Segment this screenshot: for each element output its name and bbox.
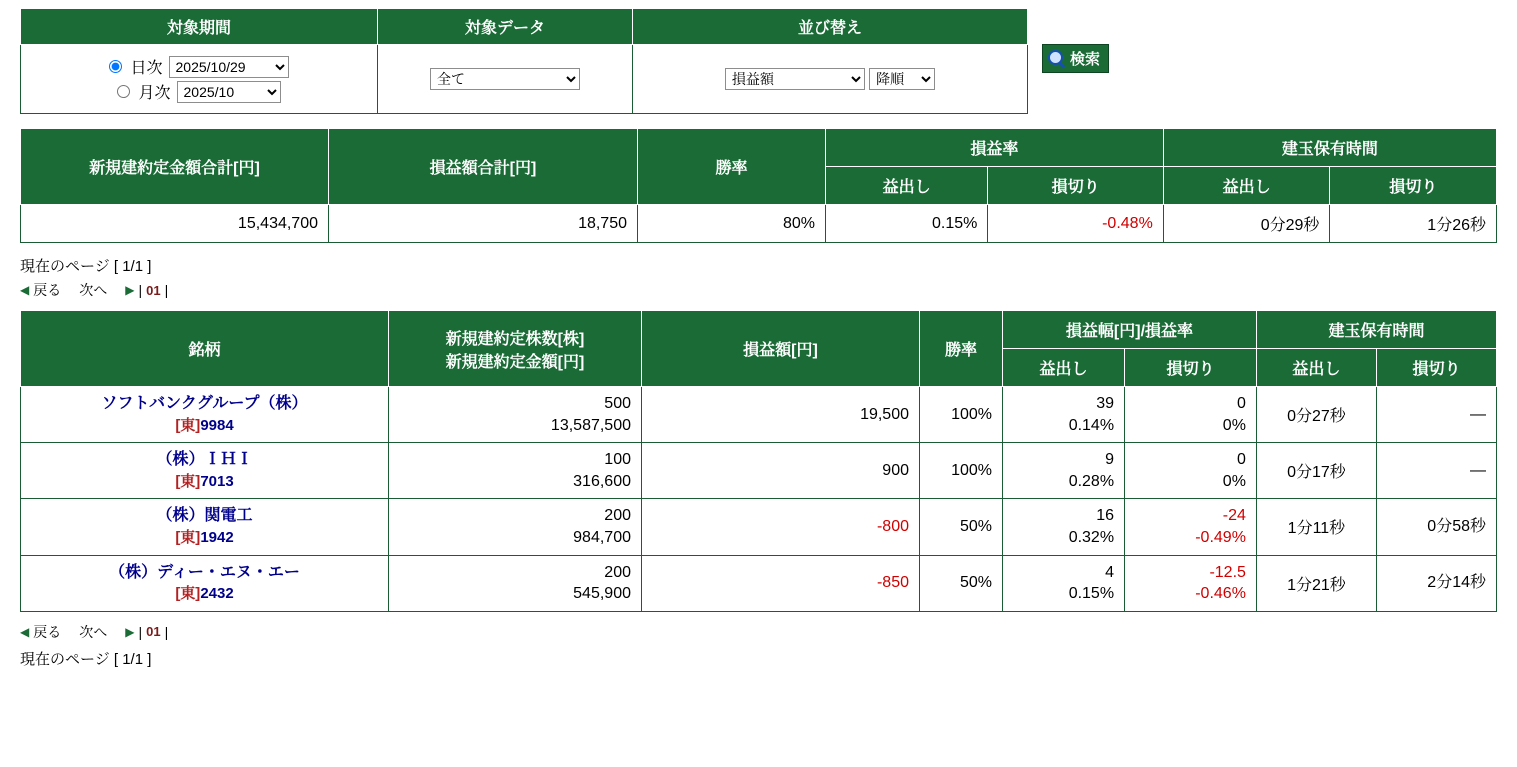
pager-bottom-prev-icon[interactable]: ◀ <box>20 624 30 639</box>
detail-header-loss: 損切り <box>1125 349 1257 387</box>
stock-code: [東]2432 <box>175 585 234 603</box>
row-pnl: 900 <box>642 443 920 499</box>
search-button-wrap <box>1042 44 1109 73</box>
table-row <box>21 443 1497 499</box>
summary-new-amount: 15,434,700 <box>21 205 329 243</box>
detail-header-row-1 <box>21 311 1497 349</box>
detail-header-win-rate: 勝率 <box>920 311 1003 387</box>
stock-name-link[interactable]: （株）ディー・エヌ・エー <box>109 563 300 581</box>
row-win-rate: 50% <box>920 555 1003 611</box>
row-profit-cell <box>1003 555 1125 611</box>
search-button-label: 検索 <box>1070 51 1101 68</box>
summary-value-row <box>21 205 1497 243</box>
row-amount: 13,587,500 <box>550 416 631 434</box>
pager-top-pipe-right: | <box>164 282 169 298</box>
search-icon <box>1047 49 1066 68</box>
row-win-rate: 100% <box>920 387 1003 443</box>
summary-pnl-rate-loss: -0.48% <box>988 205 1163 243</box>
detail-header-hold-time: 建玉保有時間 <box>1256 311 1496 349</box>
pager-top <box>20 280 1497 300</box>
row-name-cell <box>21 387 389 443</box>
pager-bottom <box>20 622 1497 642</box>
summary-header-win-rate: 勝率 <box>638 129 826 205</box>
detail-table <box>20 310 1497 612</box>
row-shares-cell <box>389 555 642 611</box>
pager-bottom-page-number[interactable]: 01 <box>146 624 161 640</box>
row-profit-rate: 0.14% <box>1068 416 1115 434</box>
pager-top-prev-icon[interactable]: ◀ <box>20 283 30 297</box>
pager-top-pipe-left: | <box>138 282 143 298</box>
stock-name-link[interactable]: （株）ＩＨＩ <box>156 451 253 469</box>
pager-bottom-pipe-left: | <box>138 623 143 640</box>
filter-body-row <box>21 45 1028 114</box>
summary-hold-profit: 0分29秒 <box>1163 205 1330 243</box>
row-loss-cell <box>1125 499 1257 555</box>
row-profit-cell <box>1003 443 1125 499</box>
detail-header-pnl: 損益額[円] <box>642 311 920 387</box>
period-monthly-select[interactable] <box>177 81 281 103</box>
filter-header-data: 対象データ <box>378 9 633 45</box>
row-shares-cell <box>389 443 642 499</box>
order-select[interactable] <box>869 68 935 90</box>
summary-header-pnl-total: 損益額合計[円] <box>329 129 638 205</box>
table-row <box>21 387 1497 443</box>
sort-select[interactable] <box>725 68 865 90</box>
pager-top-prev-label[interactable]: 戻る <box>33 282 62 298</box>
row-name-cell <box>21 499 389 555</box>
row-loss-cell <box>1125 387 1257 443</box>
row-profit-width: 9 <box>1105 451 1115 469</box>
table-row <box>21 555 1497 611</box>
summary-header-hold-time: 建玉保有時間 <box>1163 129 1496 167</box>
sort-cell <box>633 45 1028 114</box>
period-daily-radio[interactable] <box>109 60 122 73</box>
row-name-cell <box>21 555 389 611</box>
row-pnl: 19,500 <box>642 387 920 443</box>
detail-header-profit: 益出し <box>1003 349 1125 387</box>
filter-header-period: 対象期間 <box>21 9 378 45</box>
row-profit-width: 16 <box>1096 507 1115 525</box>
row-loss-cell <box>1125 555 1257 611</box>
row-shares-cell <box>389 499 642 555</box>
stock-name-link[interactable]: ソフトバンクグループ（株） <box>101 395 308 412</box>
summary-header-row-1 <box>21 129 1497 167</box>
data-select[interactable] <box>430 68 580 90</box>
summary-pnl-total: 18,750 <box>329 205 638 243</box>
filter-bar <box>20 8 1497 114</box>
row-loss-width: 0 <box>1237 451 1246 469</box>
row-profit-width: 4 <box>1105 563 1115 581</box>
row-profit-cell <box>1003 387 1125 443</box>
row-profit-rate: 0.32% <box>1068 528 1115 546</box>
detail-header-hold-loss: 損切り <box>1376 349 1496 387</box>
summary-hold-loss: 1分26秒 <box>1330 205 1497 243</box>
pager-top-next-icon[interactable]: ▶ <box>125 283 135 297</box>
row-hold-profit: 1分21秒 <box>1256 555 1376 611</box>
row-hold-profit: 0分27秒 <box>1256 387 1376 443</box>
row-pnl: -850 <box>642 555 920 611</box>
detail-header-shares <box>389 311 642 387</box>
row-win-rate: 50% <box>920 499 1003 555</box>
period-daily-select[interactable] <box>169 56 289 78</box>
pager-bottom-current-page: 現在のページ [ 1/1 ] <box>20 650 152 668</box>
row-loss-rate: -0.46% <box>1195 585 1246 603</box>
row-loss-width: -12.5 <box>1209 563 1246 581</box>
period-daily-row[interactable] <box>31 55 367 78</box>
detail-header-hold-profit: 益出し <box>1256 349 1376 387</box>
stock-code: [東]9984 <box>175 416 234 434</box>
stock-code: [東]1942 <box>175 528 234 546</box>
summary-table <box>20 128 1497 243</box>
detail-header-name: 銘柄 <box>21 311 389 387</box>
period-monthly-row[interactable] <box>31 80 367 103</box>
summary-header-pnl-rate-profit: 益出し <box>826 167 988 205</box>
row-loss-rate: -0.49% <box>1195 528 1246 546</box>
row-shares: 500 <box>604 395 631 412</box>
summary-header-hold-profit: 益出し <box>1163 167 1330 205</box>
period-monthly-radio[interactable] <box>117 85 130 98</box>
row-hold-profit: 0分17秒 <box>1256 443 1376 499</box>
row-amount: 984,700 <box>573 528 631 546</box>
search-button[interactable] <box>1042 44 1109 73</box>
period-cell <box>21 45 378 114</box>
row-loss-cell <box>1125 443 1257 499</box>
summary-pnl-rate-profit: 0.15% <box>826 205 988 243</box>
row-hold-loss: — <box>1376 387 1496 443</box>
pager-bottom-prev-label[interactable]: 戻る <box>33 623 62 640</box>
row-loss-rate: 0% <box>1222 416 1246 434</box>
row-shares: 200 <box>604 563 631 581</box>
row-shares: 200 <box>604 507 631 525</box>
row-amount: 316,600 <box>573 472 631 490</box>
stock-code: [東]7013 <box>175 472 234 490</box>
pager-top-next-label[interactable]: 次へ <box>79 282 108 298</box>
pager-top-page-number[interactable]: 01 <box>146 282 161 298</box>
summary-win-rate: 80% <box>638 205 826 243</box>
period-daily-label: 日次 <box>130 60 163 77</box>
row-profit-width: 39 <box>1096 395 1115 412</box>
detail-header-shares-line1: 新規建約定株数[株] <box>445 330 585 348</box>
filter-header-row <box>21 9 1028 45</box>
row-pnl: -800 <box>642 499 920 555</box>
row-hold-loss: — <box>1376 443 1496 499</box>
row-shares: 100 <box>604 451 631 469</box>
row-hold-profit: 1分11秒 <box>1256 499 1376 555</box>
row-loss-rate: 0% <box>1222 472 1246 490</box>
row-shares-cell <box>389 387 642 443</box>
table-row <box>21 499 1497 555</box>
row-profit-cell <box>1003 499 1125 555</box>
pager-top-current-page: 現在のページ [ 1/1 ] <box>20 258 152 275</box>
summary-header-new-amount: 新規建約定金額合計[円] <box>21 129 329 205</box>
detail-header-pnl-width: 損益幅[円]/損益率 <box>1003 311 1257 349</box>
row-profit-rate: 0.15% <box>1068 585 1115 603</box>
pager-bottom-pipe-right: | <box>164 623 169 640</box>
row-loss-width: 0 <box>1237 395 1246 412</box>
row-hold-loss: 2分14秒 <box>1376 555 1496 611</box>
pager-bottom-next-label[interactable]: 次へ <box>79 623 108 640</box>
detail-header-shares-line2: 新規建約定金額[円] <box>445 353 585 371</box>
data-cell <box>378 45 633 114</box>
row-win-rate: 100% <box>920 443 1003 499</box>
row-amount: 545,900 <box>573 585 631 603</box>
summary-header-pnl-rate-loss: 損切り <box>988 167 1163 205</box>
filter-table <box>20 8 1028 114</box>
period-monthly-label: 月次 <box>138 85 171 102</box>
row-profit-rate: 0.28% <box>1068 472 1115 490</box>
stock-name-link[interactable]: （株）関電工 <box>156 507 253 525</box>
row-loss-width: -24 <box>1222 507 1246 525</box>
filter-header-sort: 並び替え <box>633 9 1028 45</box>
row-name-cell <box>21 443 389 499</box>
summary-header-hold-loss: 損切り <box>1330 167 1497 205</box>
row-hold-loss: 0分58秒 <box>1376 499 1496 555</box>
pager-bottom-next-icon[interactable]: ▶ <box>125 624 135 639</box>
summary-header-pnl-rate: 損益率 <box>826 129 1164 167</box>
